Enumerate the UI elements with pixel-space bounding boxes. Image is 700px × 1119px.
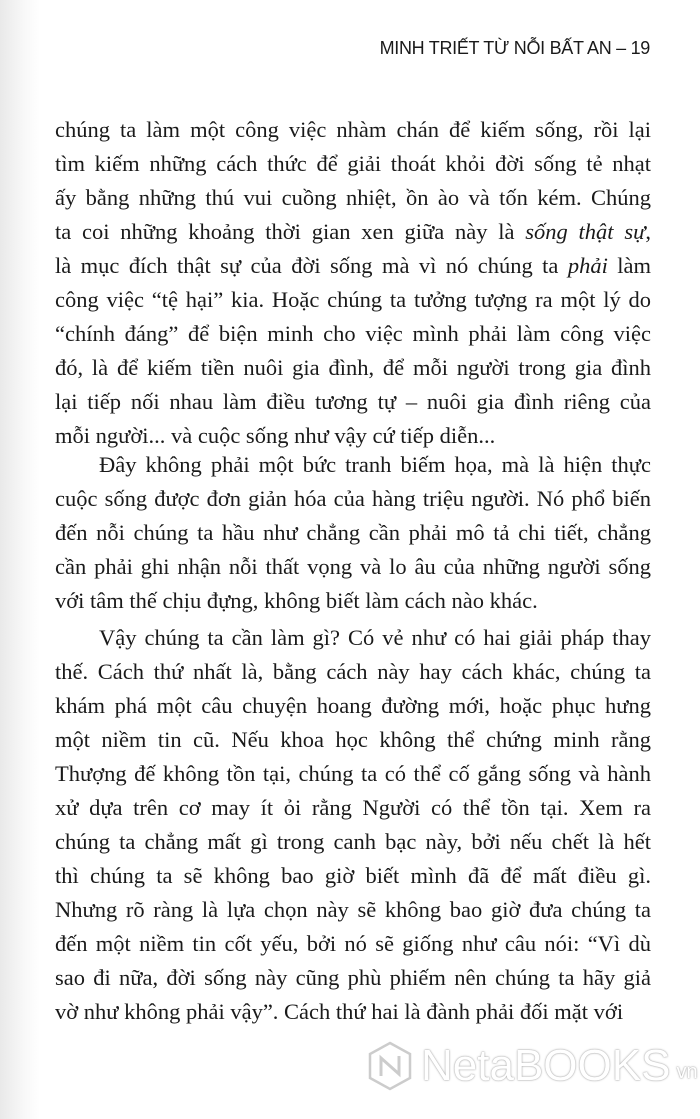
- text-line: mỗi người... và cuộc sống như vậy cứ tiếp diễn...: [55, 423, 496, 448]
- text-line: một niềm tin cũ. Nếu khoa học không thể chứng minh rằng: [55, 727, 651, 752]
- watermark: [365, 1040, 698, 1092]
- text-segment: ta coi những khoảng thời gian xen giữa này là: [55, 219, 526, 244]
- text-line: ấy bằng những thú vui cuồng nhiệt, ồn ào và tốn kém. Chúng: [55, 185, 651, 210]
- paragraph-1: [55, 113, 651, 453]
- text-segment: làm: [607, 253, 651, 278]
- text-line: “chính đáng” để biện minh cho việc mình phải làm công việc: [55, 321, 651, 346]
- paragraph-2: [55, 448, 651, 618]
- text-line: [55, 249, 651, 283]
- text-line: lại tiếp nối nhau làm điều tương tự – nuôi gia đình riêng của: [55, 389, 651, 414]
- text-line: Nhưng rõ ràng là lựa chọn này sẽ không bao giờ đưa chúng ta: [55, 897, 651, 922]
- text-line: chúng ta chẳng mất gì trong canh bạc này, bởi nếu chết là hết: [55, 829, 651, 854]
- text-line: đến một niềm tin cốt yếu, bởi nó sẽ giống như câu nói: “Vì dù: [55, 931, 651, 956]
- text-line: chúng ta làm một công việc nhàm chán để kiếm sống, rồi lại: [55, 117, 651, 142]
- text-line: đến nỗi chúng ta hầu như chẳng cần phải mô tả chi tiết, chẳng: [55, 520, 651, 545]
- italic-emphasis: sống thật sự: [525, 219, 646, 244]
- text-line: thế. Cách thứ nhất là, bằng cách này hay cách khác, chúng ta: [55, 659, 651, 684]
- text-line: thì chúng ta sẽ không bao giờ biết mình đã để mất điều gì.: [55, 863, 651, 888]
- text-line: sao đi nữa, đời sống này cũng phù phiếm nên chúng ta hãy giả: [55, 965, 651, 990]
- text-line: Đây không phải một bức tranh biếm họa, mà là hiện thực: [99, 452, 651, 477]
- text-line: tìm kiếm những cách thức để giải thoát khỏi đời sống tẻ nhạt: [55, 151, 651, 176]
- text-line: công việc “tệ hại” kia. Hoặc chúng ta tưởng tượng ra một lý do: [55, 287, 651, 312]
- watermark-brand: NetaBOOKS: [421, 1041, 671, 1090]
- text-line: khám phá một câu chuyện hoang đường mới, hoặc phục hưng: [55, 693, 651, 718]
- text-line: Vậy chúng ta cần làm gì? Có vẻ như có hai giải pháp thay: [99, 625, 651, 650]
- text-line: cần phải ghi nhận nỗi thất vọng và lo âu của những người sống: [55, 554, 651, 579]
- text-line: xử dựa trên cơ may ít ỏi rằng Người có thể tồn tại. Xem ra: [55, 795, 651, 820]
- paragraph-3: [55, 621, 651, 1029]
- text-line: [55, 215, 651, 249]
- text-segment: ,: [645, 219, 651, 244]
- netabooks-logo-icon: [365, 1040, 415, 1092]
- text-line: Thượng đế không tồn tại, chúng ta có thể cố gắng sống và hành: [55, 761, 651, 786]
- running-header: MINH TRIẾT TỪ NỖI BẤT AN – 19: [379, 38, 650, 58]
- text-line: vờ như không phải vậy”. Cách thứ hai là đành phải đối mặt với: [55, 999, 624, 1024]
- page-gutter-shadow: [0, 0, 40, 1119]
- text-line: với tâm thế chịu đựng, không biết làm cách nào khác.: [55, 588, 538, 613]
- text-line: cuộc sống được đơn giản hóa của hàng triệu người. Nó phổ biến: [55, 486, 651, 511]
- italic-emphasis: phải: [567, 253, 608, 278]
- text-line: đó, là để kiếm tiền nuôi gia đình, để mỗi người trong gia đình: [55, 355, 651, 380]
- watermark-suffix: vn: [676, 1061, 698, 1083]
- text-segment: là mục đích thật sự của đời sống mà vì nó chúng ta: [55, 253, 568, 278]
